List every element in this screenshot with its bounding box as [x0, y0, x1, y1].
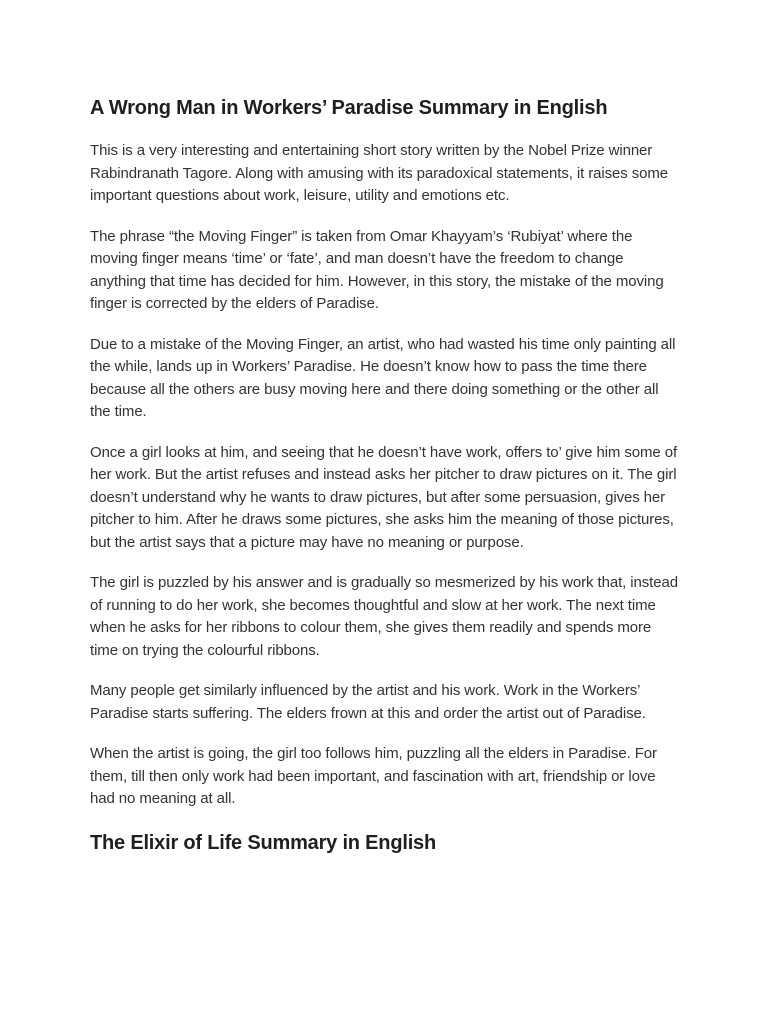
paragraph: Once a girl looks at him, and seeing that he doesn’t have work, offers to’ give him some of her work. But the artist refuses and instead asks her pitcher to draw pictures on it. The girl doesn’t understand why he wants to draw pictures, but after some persuasion, gives her pitcher to him. After he draws some pictures, she asks him the meaning of those pictures, but the artist says that a picture may have no meaning or purpose.	[90, 443, 678, 551]
paragraph: This is a very interesting and entertaining short story written by the Nobel Prize winner Rabindranath Tagore. Along with amusing with its paradoxical statements, it raises some important questions about work, leisure, utility and emotions etc.	[90, 142, 668, 204]
next-section-heading: The Elixir of Life Summary in English	[90, 831, 436, 854]
paragraph: The girl is puzzled by his answer and is gradually so mesmerized by his work that, instead of running to do her work, she becomes thoughtful and slow at her work. The next time when he asks for her ribbons to colour them, she gives them readily and spends more time on trying the colourful ribbons.	[90, 574, 678, 659]
paragraph: Due to a mistake of the Moving Finger, an artist, who had wasted his time only painting all the while, lands up in Workers’ Paradise. He doesn’t know how to pass the time there because all the others are busy moving here and there doing something or the other all the time.	[90, 335, 676, 420]
paragraph: Many people get similarly influenced by the artist and his work. Work in the Workers’ Paradise starts suffering. The elders frown at this and order the artist out of Paradise.	[90, 682, 646, 722]
paragraph: The phrase “the Moving Finger” is taken from Omar Khayyam’s ‘Rubiyat’ where the moving finger means ‘time’ or ‘fate’, and man doesn’t have the freedom to change anything that time has decided for him. However, in this story, the mistake of the moving finger is corrected by the elders of Paradise.	[90, 227, 664, 312]
article	[90, 94, 682, 857]
article-heading: A Wrong Man in Workers’ Paradise Summary in English	[90, 97, 608, 119]
paragraph: When the artist is going, the girl too follows him, puzzling all the elders in Paradise. For them, till then only work had been important, and fascination with art, friendship or love had no meaning at all.	[90, 745, 657, 807]
